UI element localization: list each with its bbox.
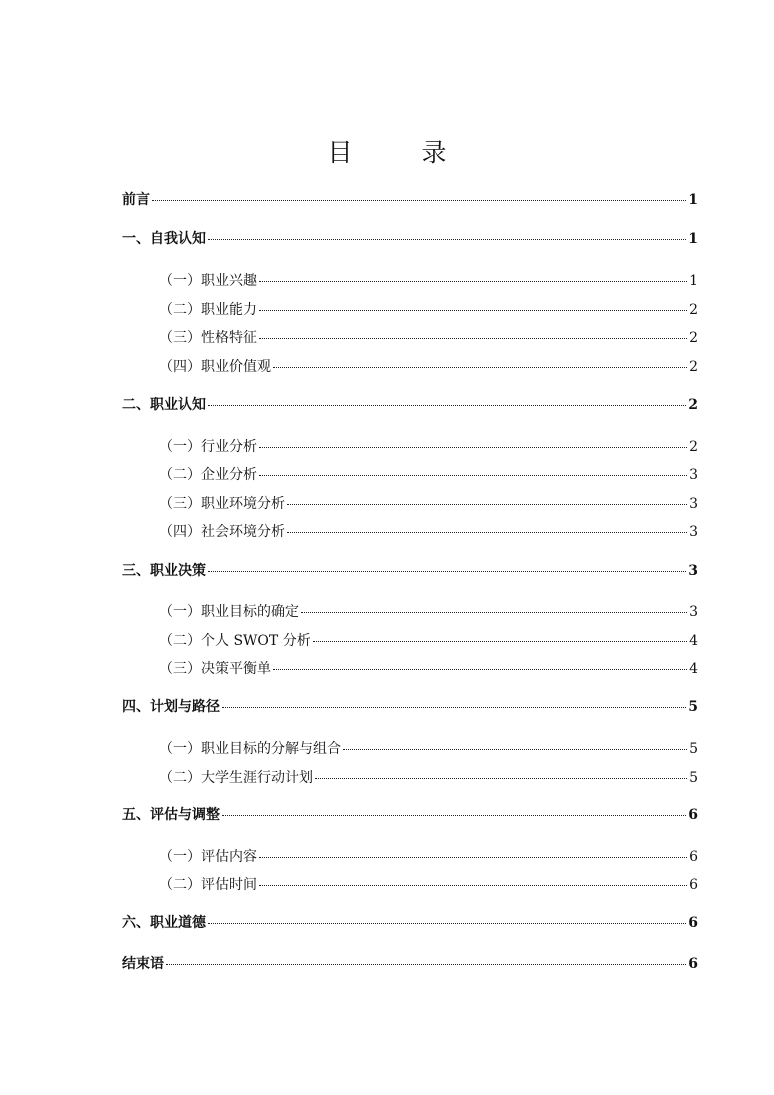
toc-entry-label: 结束语 <box>122 956 164 972</box>
toc-entry-section-3[interactable] <box>122 560 698 582</box>
toc-entry-subsection[interactable] <box>159 327 698 349</box>
toc-entry-subsection[interactable] <box>159 464 698 486</box>
toc-leader-dots <box>287 504 687 505</box>
toc-leader-dots <box>343 749 687 750</box>
toc-leader-dots <box>301 612 687 613</box>
toc-entry-label: （一）职业目标的分解与组合 <box>159 741 341 757</box>
toc-entry-conclusion[interactable] <box>122 953 698 975</box>
toc-entry-label: 四、计划与路径 <box>122 699 220 715</box>
toc-entry-subsection[interactable] <box>159 658 698 680</box>
toc-page-number: 1 <box>688 192 698 208</box>
toc-page-number: 6 <box>689 877 698 893</box>
toc-leader-dots <box>313 641 687 642</box>
toc-leader-dots <box>208 923 686 924</box>
toc-title: 目 录 <box>327 138 469 167</box>
toc-entry-label: （四）社会环境分析 <box>159 524 285 540</box>
toc-entry-label: 前言 <box>122 192 150 208</box>
toc-entry-label: （二）评估时间 <box>159 877 257 893</box>
toc-leader-dots <box>166 964 686 965</box>
toc-entry-label: （四）职业价值观 <box>159 359 271 375</box>
toc-entry-label: （一）职业目标的确定 <box>159 604 299 620</box>
toc-leader-dots <box>259 475 687 476</box>
toc-page-number: 2 <box>689 330 698 346</box>
toc-leader-dots <box>259 447 687 448</box>
toc-leader-dots <box>152 200 686 201</box>
toc-page-number: 6 <box>688 956 698 972</box>
toc-page-number: 5 <box>688 699 698 715</box>
toc-entry-subsection[interactable] <box>159 874 698 896</box>
toc-entry-subsection[interactable] <box>159 601 698 623</box>
toc-leader-dots <box>273 669 687 670</box>
toc-entry-preface[interactable] <box>122 189 698 211</box>
toc-page-number: 5 <box>689 741 698 757</box>
toc-page-number: 3 <box>689 467 698 483</box>
toc-leader-dots <box>222 707 686 708</box>
toc-entry-subsection[interactable] <box>159 299 698 321</box>
toc-entry-label: （一）行业分析 <box>159 439 257 455</box>
toc-entry-subsection[interactable] <box>159 493 698 515</box>
toc-entry-label: （三）性格特征 <box>159 330 257 346</box>
toc-entry-label: 二、职业认知 <box>122 397 206 413</box>
toc-entry-section-4[interactable] <box>122 696 698 718</box>
toc-entry-label: （二）个人 SWOT 分析 <box>159 633 311 649</box>
toc-leader-dots <box>208 239 686 240</box>
toc-leader-dots <box>208 571 686 572</box>
toc-leader-dots <box>259 310 687 311</box>
toc-page-number: 2 <box>689 302 698 318</box>
toc-entry-label: （二）大学生涯行动计划 <box>159 770 313 786</box>
toc-leader-dots <box>273 367 687 368</box>
toc-page-number: 4 <box>689 661 698 677</box>
toc-leader-dots <box>208 405 686 406</box>
toc-entry-section-6[interactable] <box>122 912 698 934</box>
toc-page-number: 3 <box>688 563 698 579</box>
toc-leader-dots <box>259 857 687 858</box>
toc-page-number: 2 <box>689 439 698 455</box>
toc-entry-subsection[interactable] <box>159 521 698 543</box>
toc-page-number: 2 <box>688 397 698 413</box>
toc-entry-label: （一）评估内容 <box>159 849 257 865</box>
toc-entry-section-2[interactable] <box>122 394 698 416</box>
toc-entry-subsection[interactable] <box>159 738 698 760</box>
toc-leader-dots <box>259 338 687 339</box>
toc-entry-label: 一、自我认知 <box>122 231 206 247</box>
toc-page-number: 3 <box>689 524 698 540</box>
toc-entry-label: （三）职业环境分析 <box>159 496 285 512</box>
toc-entry-section-5[interactable] <box>122 804 698 826</box>
toc-leader-dots <box>259 885 687 886</box>
toc-entry-subsection[interactable] <box>159 630 698 652</box>
toc-leader-dots <box>222 815 686 816</box>
toc-page-number: 3 <box>689 604 698 620</box>
toc-page-number: 1 <box>689 273 698 289</box>
toc-page-number: 6 <box>688 807 698 823</box>
toc-leader-dots <box>287 532 687 533</box>
toc-leader-dots <box>259 281 687 282</box>
toc-page-number: 6 <box>688 915 698 931</box>
toc-page-number: 2 <box>689 359 698 375</box>
toc-entry-label: 五、评估与调整 <box>122 807 220 823</box>
toc-page-number: 1 <box>688 231 698 247</box>
toc-entry-subsection[interactable] <box>159 356 698 378</box>
toc-entry-label: （一）职业兴趣 <box>159 273 257 289</box>
toc-entry-subsection[interactable] <box>159 767 698 789</box>
toc-entry-subsection[interactable] <box>159 270 698 292</box>
toc-page-number: 6 <box>689 849 698 865</box>
toc-page-number: 3 <box>689 496 698 512</box>
toc-entry-label: （三）决策平衡单 <box>159 661 271 677</box>
toc-page-number: 5 <box>689 770 698 786</box>
toc-entry-label: （二）企业分析 <box>159 467 257 483</box>
toc-page-number: 4 <box>689 633 698 649</box>
toc-entry-section-1[interactable] <box>122 228 698 250</box>
toc-leader-dots <box>315 778 687 779</box>
toc-entry-subsection[interactable] <box>159 846 698 868</box>
toc-entry-label: 三、职业决策 <box>122 563 206 579</box>
toc-entry-label: （二）职业能力 <box>159 302 257 318</box>
toc-entry-subsection[interactable] <box>159 436 698 458</box>
toc-entry-label: 六、职业道德 <box>122 915 206 931</box>
